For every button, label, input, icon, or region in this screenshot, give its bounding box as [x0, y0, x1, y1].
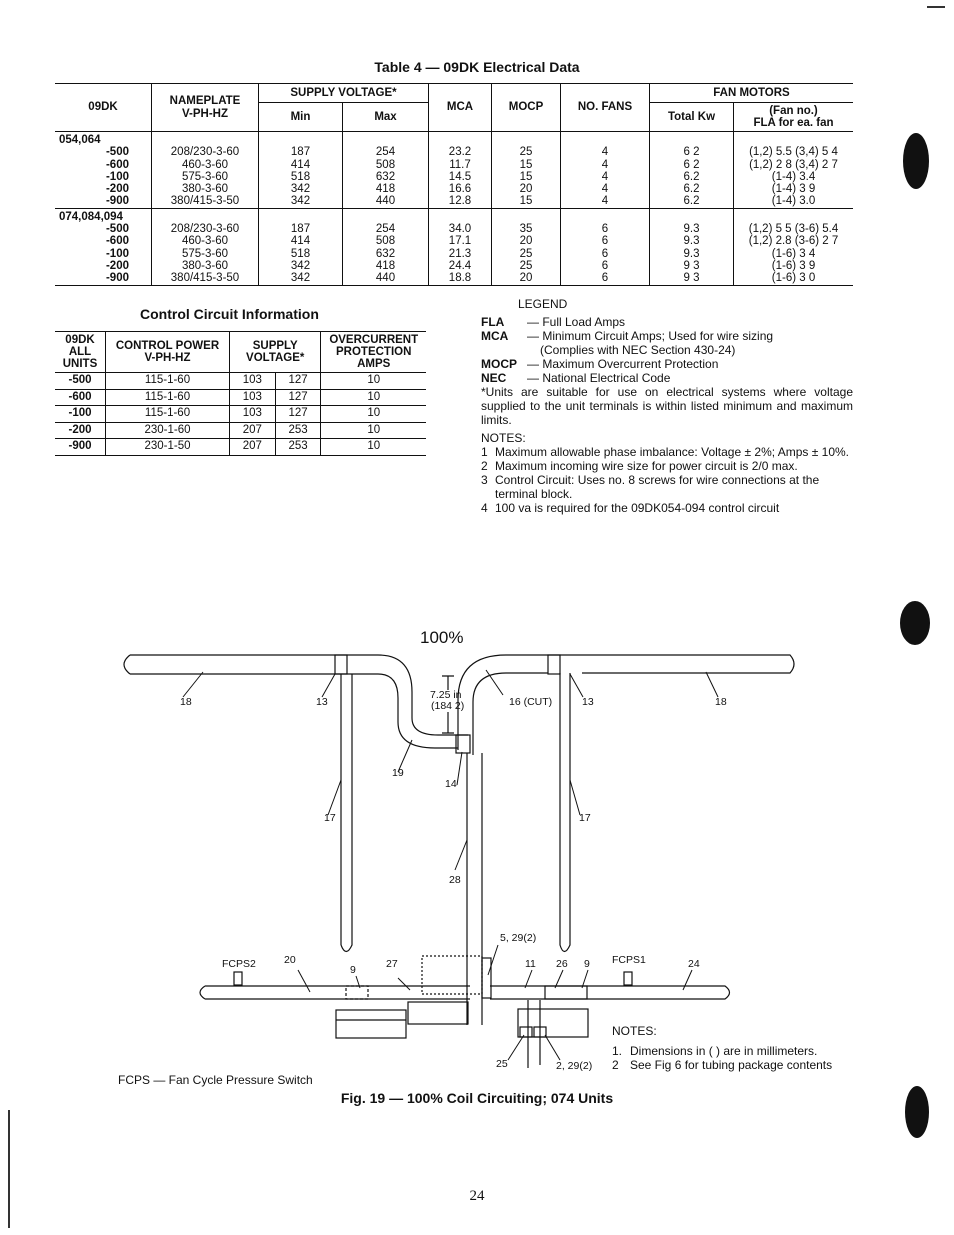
- leader-17a: [328, 780, 341, 815]
- label-14: 14: [445, 778, 457, 790]
- cc-col-overcurrent: OVERCURRENT PROTECTION AMPS: [321, 332, 426, 373]
- page-number: 24: [469, 1188, 485, 1204]
- label-18b: 18: [715, 696, 727, 708]
- cc-col-supply: SUPPLY VOLTAGE*: [230, 332, 321, 373]
- cell-fla: (1,2) 5.5 (3,4) 5 4: [734, 146, 854, 158]
- cell-min: 187: [259, 223, 343, 235]
- cell-mca: 14.5: [429, 171, 492, 183]
- cell-max: 254: [343, 146, 429, 158]
- cell-model: -100: [105, 170, 129, 183]
- cell-max: 508: [343, 159, 429, 171]
- cc-cell-amps: 10: [321, 406, 426, 423]
- header-tube-left-bottom: [130, 674, 458, 748]
- cc-cell-min: 103: [230, 373, 276, 390]
- figure-note-number: 1.: [612, 1044, 623, 1058]
- control-circuit-table: [55, 331, 426, 456]
- cell-mca: 17.1: [429, 235, 492, 247]
- cell-mocp: 20: [492, 183, 561, 195]
- label-28: 28: [449, 874, 461, 886]
- table-row: [55, 422, 426, 439]
- leader-18b: [706, 672, 718, 697]
- electrical-data-table: [55, 83, 853, 286]
- legend-text: — Maximum Overcurrent Protection: [527, 357, 719, 371]
- leader-20: [298, 970, 310, 992]
- bottom-tube-right: [490, 986, 730, 999]
- binder-hole-mark-2: [900, 601, 930, 645]
- leader-27: [398, 978, 410, 990]
- col-model: 09DK: [88, 101, 118, 114]
- cc-cell-amps: 10: [321, 373, 426, 390]
- legend-item: [481, 357, 853, 371]
- header-tube-left-top: [130, 655, 468, 735]
- label-13b: 13: [582, 696, 594, 708]
- terminal-block-left: [422, 956, 482, 994]
- table-row: [55, 223, 853, 235]
- cell-mocp: 25: [492, 146, 561, 158]
- label-17b: 17: [579, 812, 591, 824]
- bottom-collar-left: [346, 986, 368, 999]
- header-collar-left: [335, 655, 347, 674]
- control-box-2: [408, 1002, 468, 1024]
- cc-cell-power: 115-1-60: [106, 373, 230, 390]
- legend-abbr: FLA: [481, 315, 505, 329]
- cell-model: -200: [105, 183, 129, 196]
- col-no-fans: NO. FANS: [561, 84, 650, 132]
- cell-mocp: 25: [492, 248, 561, 260]
- note-item: [481, 473, 853, 501]
- cell-nameplate: 460-3-60: [152, 159, 259, 171]
- cell-model: -900: [105, 195, 129, 208]
- cell-nameplate: 208/230-3-60: [152, 146, 259, 158]
- table-row: [55, 389, 426, 406]
- figure-notes-title: NOTES:: [612, 1024, 657, 1038]
- legend-block: [481, 297, 853, 515]
- bottom-collar-right: [545, 986, 587, 999]
- legend-text: — Full Load Amps: [527, 315, 626, 329]
- cell-fans: 6: [561, 260, 650, 272]
- cc-cell-model: -100: [55, 406, 106, 423]
- fcps1-switch: [624, 972, 632, 985]
- cc-col-model: 09DK ALL UNITS: [62, 334, 98, 370]
- group-header-row: [55, 208, 853, 223]
- cell-fla: (1,2) 2 8 (3,4) 2 7: [734, 159, 854, 171]
- fcps-legend: FCPS — Fan Cycle Pressure Switch: [118, 1073, 313, 1087]
- legend-abbr: MOCP: [481, 357, 517, 371]
- figure-note-text: See Fig 6 for tubing package contents: [630, 1058, 833, 1072]
- cc-cell-max: 127: [275, 406, 321, 423]
- binder-hole-mark-1: [903, 133, 929, 189]
- figure-notes: [612, 1024, 832, 1072]
- label-27: 27: [386, 958, 398, 970]
- col-supply-voltage: SUPPLY VOLTAGE*: [259, 84, 429, 103]
- cc-cell-max: 253: [275, 422, 321, 439]
- label-16: 16 (CUT): [509, 696, 553, 708]
- cell-nameplate: 575-3-60: [152, 248, 259, 260]
- legend-title: LEGEND: [518, 297, 568, 311]
- cell-model: -900: [105, 272, 129, 285]
- cell-kw: 6 2: [650, 146, 734, 158]
- control-circuit-title: Control Circuit Information: [140, 306, 319, 322]
- cell-kw: 9.3: [650, 223, 734, 235]
- cell-mca: 11.7: [429, 159, 492, 171]
- cell-fla: (1,2) 2.8 (3-6) 2 7: [734, 235, 854, 247]
- note-number: 1: [481, 445, 488, 459]
- cell-mocp: 15: [492, 171, 561, 183]
- label-2-29: 2, 29(2): [556, 1060, 593, 1072]
- cell-model: -500: [105, 146, 129, 159]
- note-number: 2: [481, 459, 488, 473]
- notes-title: NOTES:: [481, 431, 526, 445]
- cell-mocp: 20: [492, 235, 561, 247]
- cc-cell-max: 127: [275, 373, 321, 390]
- table-row: [55, 406, 426, 423]
- legend-abbr: [481, 343, 527, 357]
- header-tube-right-inner: [473, 673, 548, 755]
- leader-13b: [570, 674, 583, 697]
- right-riser-17: [560, 673, 570, 952]
- cell-kw: 9.3: [650, 248, 734, 260]
- cell-model: -600: [105, 235, 129, 248]
- cell-min: 187: [259, 146, 343, 158]
- left-riser-17: [341, 674, 352, 952]
- cell-nameplate: 380/415-3-50: [152, 195, 259, 207]
- label-5-29: 5, 29(2): [500, 932, 537, 944]
- cell-max: 632: [343, 171, 429, 183]
- cc-cell-min: 207: [230, 439, 276, 456]
- table-row: [55, 159, 853, 171]
- cell-fans: 6: [561, 223, 650, 235]
- col-min: Min: [259, 103, 343, 132]
- control-box: [336, 1010, 406, 1038]
- cell-fla: (1-6) 3 0: [734, 272, 854, 284]
- fcps2-switch: [234, 972, 242, 985]
- table-row: [55, 439, 426, 456]
- cell-nameplate: 460-3-60: [152, 235, 259, 247]
- cell-fans: 4: [561, 146, 650, 158]
- cell-mca: 21.3: [429, 248, 492, 260]
- table-row: [55, 272, 853, 284]
- dimension-mm: (184 2): [431, 700, 465, 712]
- table-row: [55, 248, 853, 260]
- cc-cell-model: -600: [55, 389, 106, 406]
- terminal-strip: [482, 958, 491, 998]
- binder-hole-mark-3: [905, 1086, 929, 1138]
- cell-nameplate: 380-3-60: [152, 260, 259, 272]
- col-mca: MCA: [429, 84, 492, 132]
- cc-cell-model: -500: [55, 373, 106, 390]
- note-item: [481, 445, 853, 459]
- cell-fans: 6: [561, 248, 650, 260]
- note-text: 100 va is required for the 09DK054-094 control circuit: [495, 501, 780, 515]
- note-number: 4: [481, 501, 488, 515]
- coil-circuit-diagram: [0, 640, 954, 1080]
- group-label: 074,084,094: [59, 210, 123, 223]
- cell-fla: (1-6) 3 9: [734, 260, 854, 272]
- cell-max: 508: [343, 235, 429, 247]
- col-fan-motors: FAN MOTORS: [650, 84, 854, 103]
- cell-fla: (1,2) 5 5 (3-6) 5.4: [734, 223, 854, 235]
- cc-cell-model: -900: [55, 439, 106, 456]
- cc-cell-power: 115-1-60: [106, 406, 230, 423]
- edge-mark: [8, 1110, 10, 1228]
- cell-model: -200: [105, 259, 129, 272]
- label-18a: 18: [180, 696, 192, 708]
- cell-model: -500: [105, 223, 129, 236]
- cell-kw: 6.2: [650, 195, 734, 207]
- cell-kw: 9 3: [650, 260, 734, 272]
- cell-mca: 24.4: [429, 260, 492, 272]
- label-17a: 17: [324, 812, 336, 824]
- cell-min: 342: [259, 195, 343, 207]
- cc-cell-max: 253: [275, 439, 321, 456]
- cell-fans: 4: [561, 195, 650, 207]
- cell-fans: 6: [561, 235, 650, 247]
- legend-text: (Complies with NEC Section 430-24): [540, 343, 736, 357]
- legend-item: [481, 315, 853, 329]
- cc-cell-min: 207: [230, 422, 276, 439]
- leader-2: [545, 1035, 560, 1060]
- leader-5: [488, 945, 498, 975]
- note-item: [481, 459, 853, 473]
- label-9a: 9: [350, 964, 356, 976]
- legend-item: [481, 329, 853, 343]
- leader-11: [525, 970, 532, 988]
- cell-max: 440: [343, 272, 429, 284]
- col-mocp: MOCP: [492, 84, 561, 132]
- cc-cell-max: 127: [275, 389, 321, 406]
- group-header-row: [55, 132, 853, 147]
- cc-cell-amps: 10: [321, 439, 426, 456]
- figure-caption: Fig. 19 — 100% Coil Circuiting; 074 Units: [340, 1090, 614, 1106]
- cell-model: -600: [105, 158, 129, 171]
- label-24: 24: [688, 958, 700, 970]
- label-26: 26: [556, 958, 568, 970]
- table4-title: Table 4 — 09DK Electrical Data: [374, 59, 580, 75]
- cell-fla: (1-6) 3 4: [734, 248, 854, 260]
- cell-min: 518: [259, 248, 343, 260]
- cell-max: 440: [343, 195, 429, 207]
- cell-min: 342: [259, 272, 343, 284]
- legend-abbr: MCA: [481, 329, 509, 343]
- table-row: [55, 146, 853, 158]
- cell-mocp: 20: [492, 272, 561, 284]
- note-item: [481, 501, 853, 515]
- header-collar-right: [548, 655, 560, 674]
- table-row: [55, 171, 853, 183]
- label-fcps2: FCPS2: [222, 958, 256, 970]
- legend-item: [481, 343, 853, 357]
- figure-note-item: [612, 1044, 832, 1058]
- label-25: 25: [496, 1058, 508, 1070]
- cc-cell-power: 115-1-60: [106, 389, 230, 406]
- note-number: 3: [481, 473, 488, 487]
- bottom-tube-left: [200, 986, 470, 999]
- leader-25: [508, 1035, 524, 1060]
- table-row: [55, 195, 853, 207]
- cc-cell-model: -200: [55, 422, 106, 439]
- note-text: Maximum incoming wire size for power circuit is 2/0 max.: [495, 459, 798, 473]
- corner-mark: [927, 6, 945, 8]
- leader-17b: [570, 780, 580, 815]
- label-9b: 9: [584, 958, 590, 970]
- table-row: [55, 235, 853, 247]
- figure-note-item: [612, 1058, 832, 1072]
- cell-fla: (1-4) 3.0: [734, 195, 854, 207]
- junction-terminal-1: [520, 1027, 532, 1037]
- cell-max: 632: [343, 248, 429, 260]
- note-text: Control Circuit: Uses no. 8 screws for wire connections at the terminal block.: [495, 473, 820, 501]
- cell-fans: 4: [561, 183, 650, 195]
- col-fla: (Fan no.) FLA for ea. fan: [734, 103, 854, 132]
- cell-mca: 34.0: [429, 223, 492, 235]
- cell-kw: 9.3: [650, 235, 734, 247]
- col-max: Max: [343, 103, 429, 132]
- col-total-kw: Total Kw: [650, 103, 734, 132]
- leader-26: [555, 970, 563, 988]
- cell-kw: 6.2: [650, 183, 734, 195]
- leader-9b: [582, 970, 588, 988]
- legend-text: — National Electrical Code: [527, 371, 671, 385]
- cell-fla: (1-4) 3.4: [734, 171, 854, 183]
- cell-mocp: 25: [492, 260, 561, 272]
- cc-cell-power: 230-1-50: [106, 439, 230, 456]
- leader-24: [683, 970, 692, 990]
- cell-nameplate: 380/415-3-50: [152, 272, 259, 284]
- cc-cell-min: 103: [230, 406, 276, 423]
- cell-fans: 4: [561, 159, 650, 171]
- cell-mca: 23.2: [429, 146, 492, 158]
- cell-max: 418: [343, 183, 429, 195]
- cc-col-power: CONTROL POWER V-PH-HZ: [106, 332, 230, 373]
- leader-13a: [322, 674, 335, 697]
- cell-fla: (1-4) 3 9: [734, 183, 854, 195]
- cell-kw: 6.2: [650, 171, 734, 183]
- legend-item: [481, 371, 853, 385]
- leader-14: [457, 752, 462, 785]
- header-left-cap: [124, 655, 130, 674]
- table-row: [55, 373, 426, 390]
- cell-min: 342: [259, 183, 343, 195]
- table-row: [55, 260, 853, 272]
- cc-cell-power: 230-1-60: [106, 422, 230, 439]
- cell-fans: 4: [561, 171, 650, 183]
- cell-fans: 6: [561, 272, 650, 284]
- cell-model: -100: [105, 247, 129, 260]
- cell-min: 414: [259, 159, 343, 171]
- legend-text: — Minimum Circuit Amps; Used for wire sizing: [527, 329, 774, 343]
- leader-18a: [183, 672, 203, 697]
- cell-kw: 6 2: [650, 159, 734, 171]
- cell-mocp: 15: [492, 159, 561, 171]
- cell-mca: 12.8: [429, 195, 492, 207]
- cell-max: 418: [343, 260, 429, 272]
- table-row: [55, 183, 853, 195]
- cell-max: 254: [343, 223, 429, 235]
- label-fcps1: FCPS1: [612, 954, 646, 966]
- legend-footnote: *Units are suitable for use on electrical systems where voltage supplied to the unit terminals is within listed minimum and maximum limits.: [481, 385, 853, 427]
- figure-note-number: 2: [612, 1058, 619, 1072]
- cell-min: 342: [259, 260, 343, 272]
- label-20: 20: [284, 954, 296, 966]
- cell-nameplate: 380-3-60: [152, 183, 259, 195]
- dimension-in: 7.25 in: [430, 689, 462, 701]
- percent-label: 100%: [420, 628, 464, 647]
- cell-min: 518: [259, 171, 343, 183]
- cell-mca: 18.8: [429, 272, 492, 284]
- cc-cell-amps: 10: [321, 422, 426, 439]
- leader-28: [455, 840, 467, 870]
- cell-mocp: 15: [492, 195, 561, 207]
- legend-abbr: NEC: [481, 371, 507, 385]
- label-13a: 13: [316, 696, 328, 708]
- cell-nameplate: 208/230-3-60: [152, 223, 259, 235]
- label-11: 11: [525, 958, 536, 970]
- note-text: Maximum allowable phase imbalance: Voltage ± 2%; Amps ± 10%.: [495, 445, 850, 459]
- cell-mca: 16.6: [429, 183, 492, 195]
- col-nameplate: NAMEPLATE V-PH-HZ: [152, 84, 259, 132]
- cc-cell-amps: 10: [321, 389, 426, 406]
- cell-min: 414: [259, 235, 343, 247]
- cell-kw: 9 3: [650, 272, 734, 284]
- cell-mocp: 35: [492, 223, 561, 235]
- label-19: 19: [392, 767, 404, 779]
- group-label: 054,064: [59, 134, 101, 146]
- figure-note-text: Dimensions in ( ) are in millimeters.: [630, 1044, 818, 1058]
- cc-cell-min: 103: [230, 389, 276, 406]
- cell-nameplate: 575-3-60: [152, 171, 259, 183]
